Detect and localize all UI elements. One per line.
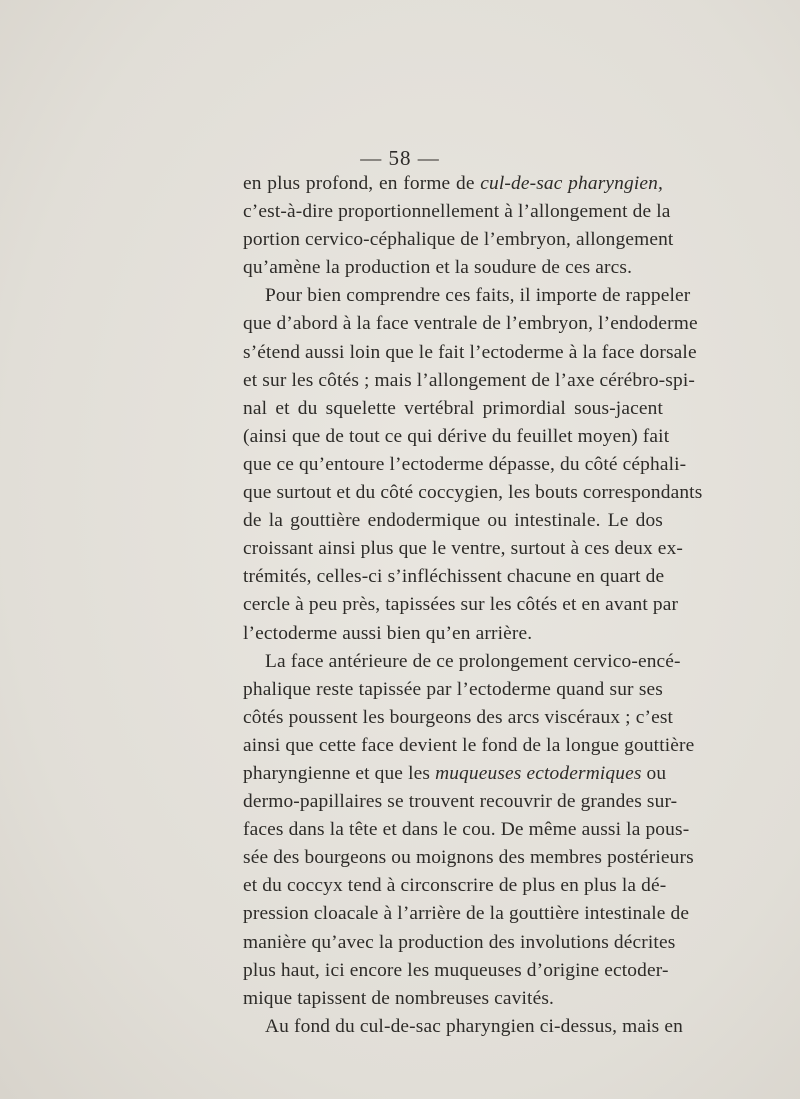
text-line: dermo-papillaires se trouvent recouvrir de grandes sur- xyxy=(243,791,678,813)
body-text xyxy=(243,170,703,1041)
text-line: nal et du squelette vertébral primordial sous-jacent xyxy=(243,397,663,419)
text-line: et sur les côtés ; mais l’allongement de l’axe cérébro-spi- xyxy=(243,369,695,391)
text-line: cercle à peu près, tapissées sur les côtés et en avant par xyxy=(243,594,679,616)
text-line: pression cloacale à l’arrière de la gouttière intestinale de xyxy=(243,903,690,925)
text-line: en plus profond, en forme de cul-de-sac pharyngien, xyxy=(243,173,663,194)
text-line: s’étend aussi loin que le fait l’ectoderme à la face dorsale xyxy=(243,341,697,363)
text-line: que ce qu’entoure l’ectoderme dépasse, du côté céphali- xyxy=(243,453,687,475)
text-line: pharyngienne et que les muqueuses ectodermiques ou xyxy=(243,762,667,784)
text-line: sée des bourgeons ou moignons des membres postérieurs xyxy=(243,847,694,869)
text-line: Au fond du cul-de-sac pharyngien ci-dessus, mais en xyxy=(265,1015,683,1037)
text-line: plus haut, ici encore les muqueuses d’origine ectoder- xyxy=(243,959,669,981)
text-line: portion cervico-céphalique de l’embryon, allongement xyxy=(243,229,674,251)
text-line: phalique reste tapissée par l’ectoderme quand sur ses xyxy=(243,678,663,700)
text-line: croissant ainsi plus que le ventre, surtout à ces deux ex- xyxy=(243,538,684,560)
text-line: et du coccyx tend à circonscrire de plus en plus la dé- xyxy=(243,875,667,897)
text-line: c’est-à-dire proportionnellement à l’allongement de la xyxy=(243,201,671,223)
text-line: côtés poussent les bourgeons des arcs viscéraux ; c’est xyxy=(243,706,674,728)
text-line: faces dans la tête et dans le cou. De même aussi la pous- xyxy=(243,819,690,841)
text-line: mique tapissent de nombreuses cavités. xyxy=(243,987,555,1009)
text-line: La face antérieure de ce prolongement cervico-encé- xyxy=(265,650,681,672)
text-line: qu’amène la production et la soudure de ces arcs. xyxy=(243,257,633,279)
text-line: de la gouttière endodermique ou intestinale. Le dos xyxy=(243,510,663,532)
page-number: — 58 — xyxy=(360,146,440,170)
text-line: l’ectoderme aussi bien qu’en arrière. xyxy=(243,622,533,644)
text-line: trémités, celles-ci s’infléchissent chacune en quart de xyxy=(243,566,665,588)
text-line: Pour bien comprendre ces faits, il importe de rappeler xyxy=(265,285,691,307)
text-line: ainsi que cette face devient le fond de la longue gouttière xyxy=(243,734,695,756)
text-line: que surtout et du côté coccygien, les bouts correspondants xyxy=(243,482,703,504)
text-line: (ainsi que de tout ce qui dérive du feuillet moyen) fait xyxy=(243,425,670,447)
text-line: que d’abord à la face ventrale de l’embryon, l’endoderme xyxy=(243,313,698,335)
text-line: manière qu’avec la production des involutions décrites xyxy=(243,931,676,953)
